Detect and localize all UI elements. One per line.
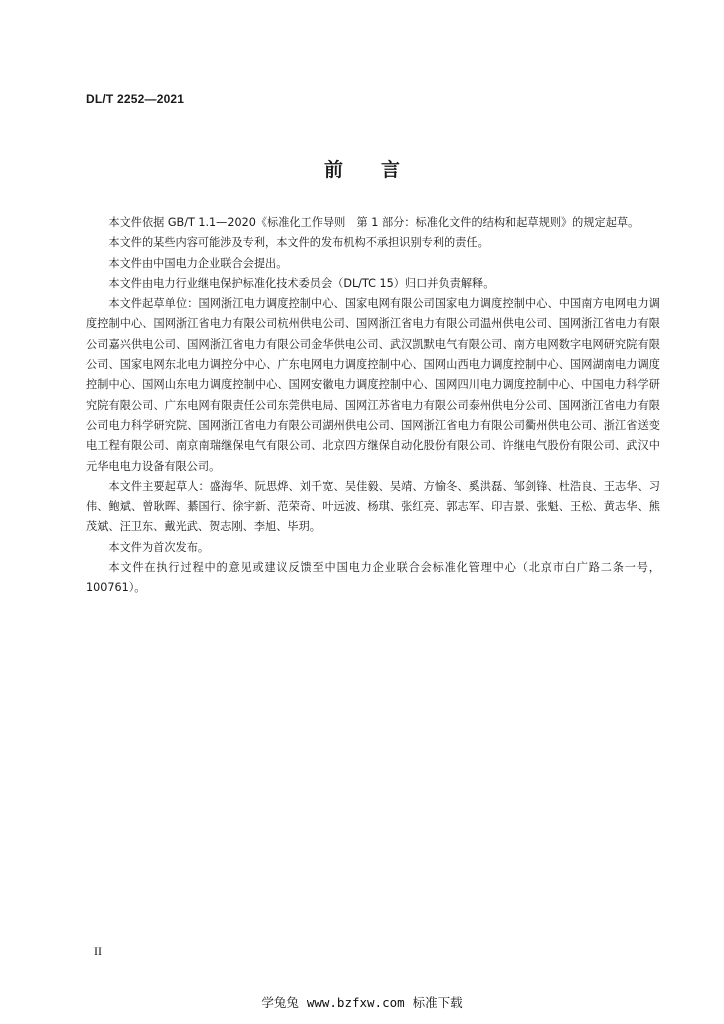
watermark <box>0 993 724 1011</box>
paragraph-committee: 本文件由电力行业继电保护标准化技术委员会（DL/TC 15）归口并负责解释。 <box>108 276 495 290</box>
paragraph-patent: 本文件的某些内容可能涉及专利，本文件的发布机构不承担识别专利的责任。 <box>108 236 489 250</box>
foreword-body <box>86 213 660 599</box>
paragraph-feedback: 本文件在执行过程中的意见或建议反馈至中国电力企业联合会标准化管理中心（北京市白广路二条一号，100761）。 <box>86 561 660 595</box>
watermark-url[interactable]: www.bzfxw.com <box>306 995 405 1010</box>
page-title-char-1: 前 <box>323 159 343 181</box>
document-code: DL/T 2252—2021 <box>86 92 185 106</box>
paragraph-proposer: 本文件由中国电力企业联合会提出。 <box>108 256 288 270</box>
watermark-site-name: 学兔兔 <box>261 995 299 1010</box>
watermark-tagline: 标准下载 <box>412 995 463 1010</box>
paragraph-basis: 本文件依据 GB/T 1.1—2020《标准化工作导则 第 1 部分：标准化文件的结构和起草规则》的规定起草。 <box>108 216 640 229</box>
paragraph-drafters: 本文件主要起草人：盛海华、阮思烨、刘千宽、吴佳毅、吴靖、方愉冬、奚洪磊、邹剑锋、杜浩良、王志华、习伟、鲍斌、曾耿晖、綦国行、徐宇新、范荣奇、叶远波、杨琪、张红亮、郭志军、印吉景、张魁、王松、黄志华、熊茂斌、汪卫东、戴光武、贺志刚、李旭、毕玥。 <box>86 479 660 534</box>
page-title <box>0 155 724 182</box>
page-title-char-2: 言 <box>381 159 401 181</box>
page-number: II <box>94 944 102 958</box>
paragraph-first-release: 本文件为首次发布。 <box>108 540 210 554</box>
paragraph-drafting-units: 本文件起草单位：国网浙江电力调度控制中心、国家电网有限公司国家电力调度控制中心、中国南方电网电力调度控制中心、国网浙江省电力有限公司杭州供电公司、国网浙江省电力有限公司温州供电公司、国网浙江省电力有限公司嘉兴供电公司、国网浙江省电力有限公司金华供电公司、武汉凯默电气有限公司、南方电网数字电网研究院有限公司、国家电网东北电力调控分中心、广东电网电力调度控制中心、国网山西电力调度控制中心、国网湖南电力调度控制中心、国网山东电力调度控制中心、国网安徽电力调度控制中心、国网四川电力调度控制中心、中国电力科学研究院有限公司、广东电网有限责任公司东莞供电局、国网江苏省电力有限公司泰州供电分公司、国网浙江省电力有限公司电力科学研究院、国网浙江省电力有限公司湖州供电公司、国网浙江省电力有限公司衢州供电公司、浙江省送变电工程有限公司、南京南瑞继保电气有限公司、北京四方继保自动化股份有限公司、许继电气股份有限公司、武汉中元华电电力设备有限公司。 <box>86 297 660 473</box>
